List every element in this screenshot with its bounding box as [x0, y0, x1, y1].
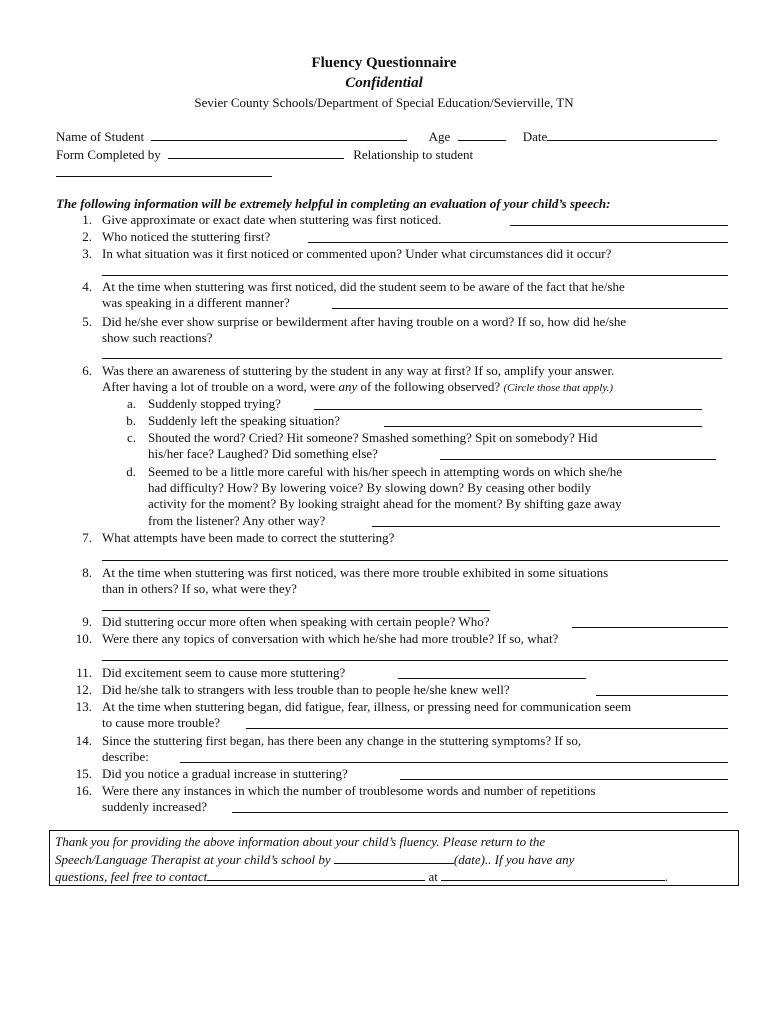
- form-completed-field[interactable]: [168, 146, 344, 159]
- date-field[interactable]: [547, 128, 717, 141]
- q9-number: 9.: [82, 614, 92, 629]
- age-field[interactable]: [458, 128, 506, 141]
- q6a-text: Suddenly stopped trying?: [148, 396, 281, 411]
- q11-text: Did excitement seem to cause more stuttering?: [102, 665, 346, 680]
- organization-line: Sevier County Schools/Department of Special Education/Sevierville, TN: [194, 95, 574, 110]
- q15-text: Did you notice a gradual increase in stuttering?: [102, 766, 348, 781]
- q3-number: 3.: [82, 246, 92, 261]
- relationship-label: Relationship to student: [353, 147, 474, 162]
- q2-number: 2.: [82, 229, 92, 244]
- q6d-letter: d.: [126, 464, 136, 479]
- form-subtitle: Confidential: [345, 75, 423, 91]
- q16-text-line1: Were there any instances in which the number of troublesome words and number of repetitions: [102, 783, 596, 798]
- q6a-letter: a.: [126, 396, 136, 411]
- form-completed-label: Form Completed by: [56, 147, 161, 162]
- q5-text-line2: show such reactions?: [102, 330, 213, 345]
- q10-text: Were there any topics of conversation with which he/she had more trouble? If so, what?: [102, 631, 559, 646]
- q6c-letter: c.: [126, 430, 136, 445]
- q7-answer-line[interactable]: [102, 560, 728, 561]
- footer-line3a: questions, feel free to contact: [55, 869, 208, 884]
- form-title: Fluency Questionnaire: [311, 55, 457, 71]
- name-label: Name of Student: [56, 129, 145, 144]
- q7-number: 7.: [82, 530, 92, 545]
- age-label: Age: [428, 129, 451, 144]
- q14-text-line2: describe:: [102, 749, 149, 764]
- q15-answer-line[interactable]: [400, 779, 728, 780]
- q6-line2a: After having a lot of trouble on a word, were: [102, 379, 336, 394]
- relationship-field[interactable]: [56, 176, 272, 177]
- footer-line1: Thank you for providing the above information about your child’s fluency. Please return to the: [55, 834, 546, 849]
- q6-circle-note: (Circle those that apply.): [503, 382, 614, 394]
- q10-number: 10.: [75, 631, 92, 646]
- footer-line2b: (date).. If you have any: [453, 852, 575, 867]
- q16-number: 16.: [75, 783, 92, 798]
- q4-text-line2: was speaking in a different manner?: [102, 295, 290, 310]
- q14-number: 14.: [75, 733, 92, 748]
- q9-text: Did stuttering occur more often when speaking with certain people? Who?: [102, 614, 490, 629]
- intro-text: The following information will be extremely helpful in completing an evaluation of your child’s speech:: [56, 196, 611, 211]
- q14-answer-line[interactable]: [180, 762, 728, 763]
- q14-text-line1: Since the stuttering first began, has there been any change in the stuttering symptoms? If so,: [102, 733, 582, 748]
- q6b-answer-line[interactable]: [384, 426, 702, 427]
- completed-by-row: [56, 146, 473, 163]
- name-field[interactable]: [151, 128, 407, 141]
- return-instructions-box: [49, 830, 739, 886]
- footer-line3: [55, 868, 668, 885]
- contact-name-field[interactable]: [207, 868, 425, 881]
- q6-any: any: [338, 379, 358, 394]
- student-info-row: [56, 128, 717, 145]
- return-date-field[interactable]: [334, 851, 454, 864]
- q7-text: What attempts have been made to correct the stuttering?: [102, 530, 395, 545]
- q16-text-line2: suddenly increased?: [102, 799, 208, 814]
- q6c-text-line2: his/her face? Laughed? Did something else?: [148, 446, 378, 461]
- q1-number: 1.: [82, 212, 92, 227]
- q6-text-line2: [102, 379, 613, 396]
- q6b-letter: b.: [126, 413, 136, 428]
- q6c-text-line1: Shouted the word? Cried? Hit someone? Smashed something? Spit on somebody? Hid: [148, 430, 598, 445]
- q11-number: 11.: [76, 665, 92, 680]
- q8-number: 8.: [82, 565, 92, 580]
- q6-line2b: of the following observed?: [360, 379, 501, 394]
- q4-text-line1: At the time when stuttering was first noticed, did the student seem to be aware of the fact that he/she: [102, 279, 625, 294]
- q6d-text-line2: had difficulty? How? By lowering voice? By slowing down? By ceasing other bodily: [148, 480, 592, 495]
- q8-text-line2: than in others? If so, what were they?: [102, 581, 297, 596]
- q15-number: 15.: [75, 766, 92, 781]
- q6d-text-line3: activity for the moment? By looking straight ahead for the moment? By shifting gaze away: [148, 496, 622, 511]
- q8-answer-line[interactable]: [102, 610, 490, 611]
- contact-info-field[interactable]: [441, 868, 665, 881]
- q5-text-line1: Did he/she ever show surprise or bewilderment after having trouble on a word? If so, how did he/she: [102, 314, 627, 329]
- q6-number: 6.: [82, 363, 92, 378]
- q12-number: 12.: [75, 682, 92, 697]
- q6c-answer-line[interactable]: [440, 459, 716, 460]
- q1-text: Give approximate or exact date when stuttering was first noticed.: [102, 212, 442, 227]
- q6d-text-line4: from the listener? Any other way?: [148, 513, 326, 528]
- q6-text-line1: Was there an awareness of stuttering by the student in any way at first? If so, amplify your answer.: [102, 363, 615, 378]
- q10-answer-line[interactable]: [102, 660, 728, 661]
- q2-text: Who noticed the stuttering first?: [102, 229, 271, 244]
- q9-answer-line[interactable]: [572, 627, 728, 628]
- date-label: Date: [522, 129, 548, 144]
- q6d-text-line1: Seemed to be a little more careful with his/her speech in attempting words on which she/he: [148, 464, 623, 479]
- q16-answer-line[interactable]: [232, 812, 728, 813]
- q4-answer-line[interactable]: [332, 308, 728, 309]
- footer-period: .: [665, 869, 669, 884]
- q8-text-line1: At the time when stuttering was first noticed, was there more trouble exhibited in some situations: [102, 565, 609, 580]
- footer-at: at: [428, 869, 438, 884]
- q13-text-line1: At the time when stuttering began, did fatigue, fear, illness, or pressing need for communication seem: [102, 699, 632, 714]
- q5-answer-line[interactable]: [102, 358, 722, 359]
- q6d-answer-line[interactable]: [372, 526, 720, 527]
- q12-answer-line[interactable]: [596, 695, 728, 696]
- q1-answer-line[interactable]: [510, 225, 728, 226]
- q13-answer-line[interactable]: [246, 728, 728, 729]
- q3-answer-line[interactable]: [102, 275, 728, 276]
- q6a-answer-line[interactable]: [314, 409, 702, 410]
- q3-text: In what situation was it first noticed or commented upon? Under what circumstances did it occur?: [102, 246, 612, 261]
- q2-answer-line[interactable]: [308, 242, 728, 243]
- q6b-text: Suddenly left the speaking situation?: [148, 413, 341, 428]
- q13-text-line2: to cause more trouble?: [102, 715, 221, 730]
- q11-answer-line[interactable]: [398, 678, 586, 679]
- q13-number: 13.: [75, 699, 92, 714]
- q4-number: 4.: [82, 279, 92, 294]
- q12-text: Did he/she talk to strangers with less trouble than to people he/she knew well?: [102, 682, 510, 697]
- footer-line2: [55, 851, 574, 868]
- footer-line2a: Speech/Language Therapist at your child’s school by: [55, 852, 331, 867]
- q5-number: 5.: [82, 314, 92, 329]
